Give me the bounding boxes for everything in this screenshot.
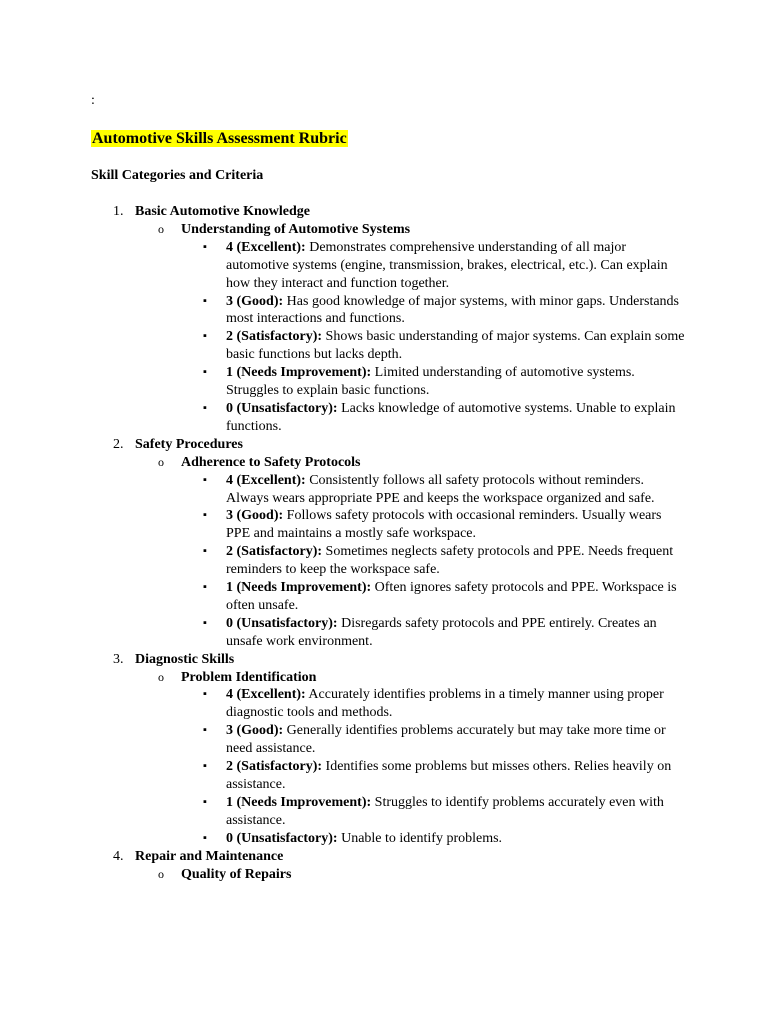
square-bullet-icon: ▪ (203, 688, 207, 701)
criterion-item (0, 543, 686, 579)
criterion-description: Follows safety protocols with occasional reminders. Usually wears PPE and maintains a mostly safe workspace. (226, 508, 662, 542)
criterion-item (0, 615, 686, 651)
criterion-description: Identifies some problems but misses others. Relies heavily on assistance. (226, 759, 672, 792)
criterion-description: Disregards safety protocols and PPE entirely. Creates an unsafe work environment. (226, 615, 657, 649)
criterion-level: 4 (Excellent): (226, 687, 306, 703)
section-heading: Skill Categories and Criteria (91, 168, 264, 183)
subcategory-item (0, 454, 768, 472)
criterion-description: Generally identifies problems accurately but may take more time or need assistance. (226, 723, 666, 757)
subcategory-item (0, 669, 768, 687)
criterion-description: Demonstrates comprehensive understanding of all major automotive systems (engine, transmission, brakes, electrical, etc.). Can explain how they interact and function together. (226, 239, 668, 291)
category-number: 2. (113, 436, 124, 452)
square-bullet-icon: ▪ (203, 401, 207, 414)
criterion-description: Sometimes neglects safety protocols and PPE. Needs frequent reminders to keep the workspace safe. (226, 544, 674, 578)
category-item (0, 848, 768, 866)
criterion-level: 3 (Good): (226, 293, 284, 309)
square-bullet-icon: ▪ (203, 473, 207, 486)
square-bullet-icon: ▪ (203, 294, 207, 307)
square-bullet-icon: ▪ (203, 831, 207, 844)
criterion-description: Has good knowledge of major systems, with minor gaps. Understands most interactions and functions. (226, 293, 680, 327)
square-bullet-icon: ▪ (203, 760, 207, 773)
category-name: Basic Automotive Knowledge (135, 204, 310, 219)
square-bullet-icon: ▪ (203, 545, 207, 558)
title-highlight: Automotive Skills Assessment Rubric (92, 130, 347, 147)
criterion-item (0, 472, 686, 508)
criterion-item (0, 758, 686, 794)
category-name: Diagnostic Skills (135, 651, 235, 667)
criterion-level: 3 (Good): (226, 723, 284, 739)
square-bullet-icon: ▪ (203, 366, 207, 379)
criterion-level: 2 (Satisfactory): (226, 329, 323, 345)
criterion-item (0, 686, 686, 722)
criterion-level: 1 (Needs Improvement): (226, 580, 372, 596)
criterion-description: Struggles to identify problems accurately even with assistance. (226, 794, 664, 828)
criterion-description: Lacks knowledge of automotive systems. Unable to explain functions. (226, 400, 676, 434)
criterion-level: 0 (Unsatisfactory): (226, 615, 338, 631)
square-bullet-icon: ▪ (203, 724, 207, 737)
subcategory-item (0, 866, 768, 884)
criterion-description: Limited understanding of automotive systems. Struggles to explain basic functions. (226, 365, 635, 399)
category-item (0, 203, 768, 221)
rubric-list (0, 203, 768, 883)
criterion-item (0, 328, 686, 364)
square-bullet-icon: ▪ (203, 581, 207, 594)
criterion-level: 4 (Excellent): (226, 472, 306, 488)
criterion-level: 2 (Satisfactory): (226, 544, 323, 560)
subcategory-name: Understanding of Automotive Systems (181, 221, 411, 237)
subcategory-name: Adherence to Safety Protocols (181, 454, 361, 470)
criterion-description: Shows basic understanding of major systems. Can explain some basic functions but lacks depth. (226, 329, 685, 363)
criterion-level: 0 (Unsatisfactory): (226, 400, 338, 416)
criterion-item (0, 794, 686, 830)
square-bullet-icon: ▪ (203, 795, 207, 808)
category-item (0, 436, 768, 454)
criterion-item (0, 293, 686, 329)
subcategory-name: Problem Identification (181, 669, 317, 685)
category-item (0, 651, 768, 669)
category-number: 4. (113, 848, 124, 864)
criterion-level: 2 (Satisfactory): (226, 759, 323, 775)
subcategory-name: Quality of Repairs (181, 866, 292, 882)
category-number: 3. (113, 651, 124, 667)
criterion-item (0, 579, 686, 615)
criterion-item (0, 830, 686, 848)
criterion-item (0, 400, 686, 436)
criterion-item (0, 507, 686, 543)
subcategory-item (0, 221, 768, 239)
criterion-description: Unable to identify problems. (337, 830, 503, 846)
criterion-level: 0 (Unsatisfactory): (226, 830, 338, 846)
circle-bullet-icon: o (158, 669, 164, 684)
category-name: Repair and Maintenance (135, 848, 284, 864)
criterion-level: 1 (Needs Improvement): (226, 794, 372, 810)
square-bullet-icon: ▪ (203, 240, 207, 253)
stray-mark: : (91, 93, 95, 108)
criterion-level: 3 (Good): (226, 508, 284, 524)
square-bullet-icon: ▪ (203, 330, 207, 343)
category-number: 1. (113, 204, 124, 219)
criterion-item (0, 364, 686, 400)
criterion-description: Accurately identifies problems in a timely manner using proper diagnostic tools and methods. (226, 687, 664, 721)
circle-bullet-icon: o (158, 866, 164, 881)
criterion-level: 1 (Needs Improvement): (226, 365, 372, 381)
square-bullet-icon: ▪ (203, 616, 207, 629)
criterion-description: Consistently follows all safety protocols without reminders. Always wears appropriate PPE and keeps the workspace organized and safe. (226, 472, 655, 506)
criterion-item (0, 722, 686, 758)
category-name: Safety Procedures (135, 436, 243, 452)
criterion-level: 4 (Excellent): (226, 239, 306, 255)
circle-bullet-icon: o (158, 221, 164, 236)
document-title (91, 129, 348, 149)
criterion-description: Often ignores safety protocols and PPE. Workspace is often unsafe. (226, 580, 677, 613)
square-bullet-icon: ▪ (203, 509, 207, 522)
circle-bullet-icon: o (158, 454, 164, 469)
criterion-item (0, 239, 686, 293)
